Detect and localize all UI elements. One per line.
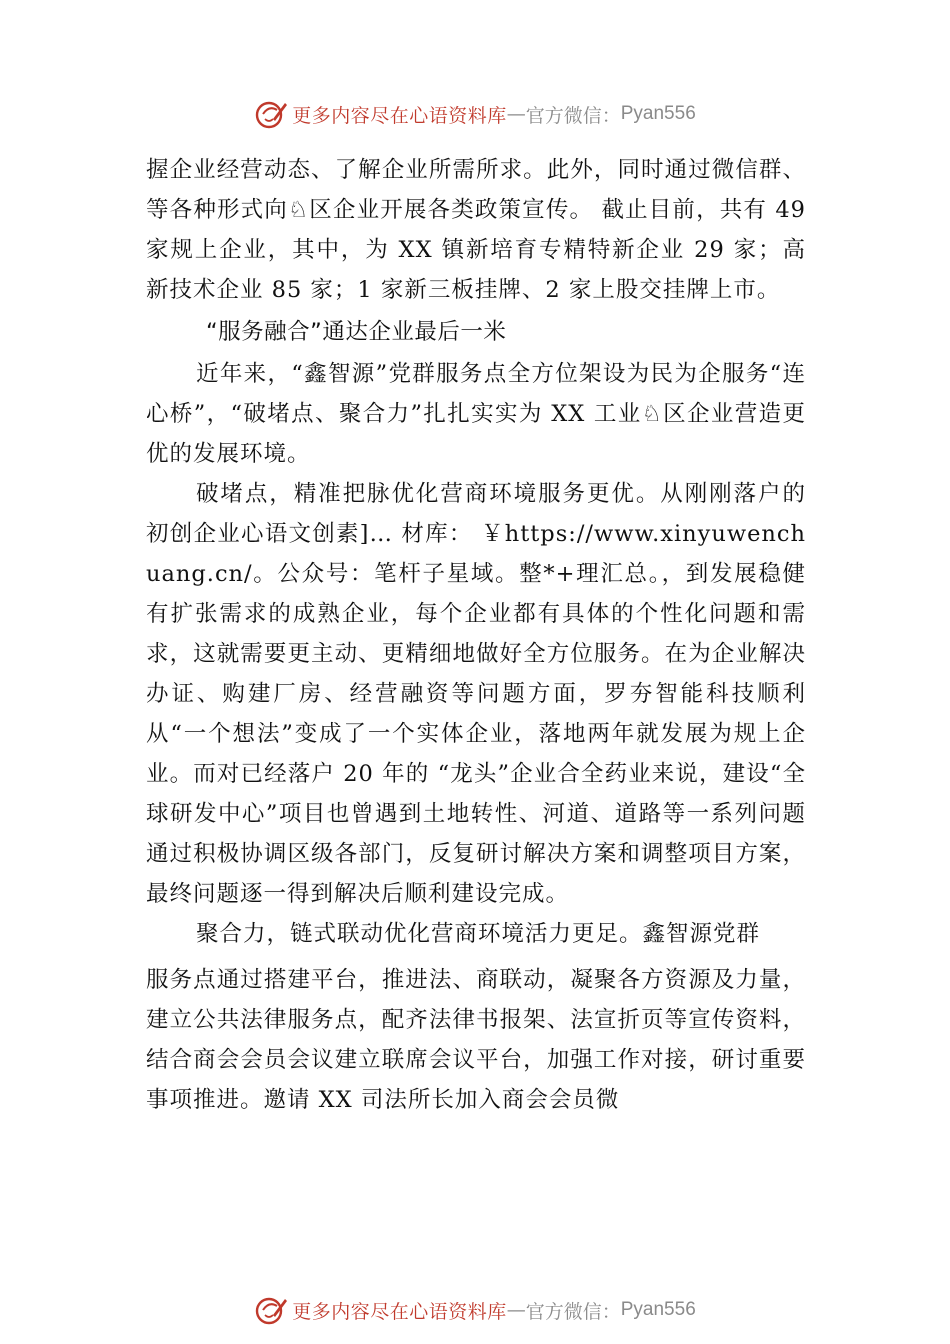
- section-heading: “服务融合”通达企业最后一米: [206, 319, 507, 345]
- header-watermark: [0, 94, 950, 134]
- watermark-wechat-id: Pyan556: [620, 103, 696, 124]
- paragraph-4-first-line: 聚合力，链式联动优化营商环境活力更足。鑫智源党群: [196, 921, 761, 947]
- paragraph-1: 握企业经营动态、了解企业所需所求。此外，同时通过微信群、等各种形式向♘区企业开展各类政策宣传。 截止目前，共有 49 家规上企业，其中，为 XX 镇新培育专精特新企业 29 家；高新技术企业 85 家；1 家新三板挂牌、2 家上股交挂牌上市。: [146, 157, 806, 303]
- pen-heart-logo-icon: [254, 97, 288, 131]
- watermark-dash: —: [506, 1299, 526, 1321]
- watermark-wechat-id: Pyan556: [620, 1299, 696, 1320]
- pen-heart-logo-icon: [254, 1293, 288, 1327]
- paragraph-3: 破堵点，精准把脉优化营商环境服务更优。从刚刚落户的初创企业心语文创素]… 材库： ￥https://www.xinyuwenchuang.cn/。公众号：笔杆子星域。整*+理汇总。，到发展稳健有扩张需求的成熟企业，每个企业都有具体的个性化问题和需求，这就需要更主动、更精细地做好全方位服务。在为企业解决办证、购建厂房、经营融资等问题方面，罗夯智能科技顺利从“一个想法”变成了一个实体企业，落地两年就发展为规上企业。而对已经落户 20 年的 “龙头”企业合全药业来说，建设“全球研发中心”项目也曾遇到土地转性、河道、道路等一系列问题通过积极协调区级各部门，反复研讨解决方案和调整项目方案，最终问题逐一得到解决后顺利建设完成。: [146, 481, 806, 907]
- document-body: [146, 150, 806, 1120]
- paragraph-2: 近年来，“鑫智源”党群服务点全方位架设为民为企服务“连心桥”，“破堵点、聚合力”扎扎实实为 XX 工业♘区企业营造更优的发展环境。: [146, 361, 806, 467]
- watermark-wechat-label: 官方微信：: [525, 104, 621, 127]
- watermark-wechat-label: 官方微信：: [525, 1300, 621, 1323]
- watermark-title: 更多内容尽在心语资料库: [292, 1300, 507, 1323]
- watermark-title: 更多内容尽在心语资料库: [292, 104, 507, 127]
- footer-watermark: [0, 1290, 950, 1330]
- watermark-dash: —: [506, 103, 526, 125]
- paragraph-4-continued: 服务点通过搭建平台，推进法、商联动，凝聚各方资源及力量，建立公共法律服务点，配齐法律书报架、法宣折页等宣传资料，结合商会会员会议建立联席会议平台，加强工作对接，研讨重要事项推进。邀请 XX 司法所长加入商会会员微: [146, 967, 806, 1113]
